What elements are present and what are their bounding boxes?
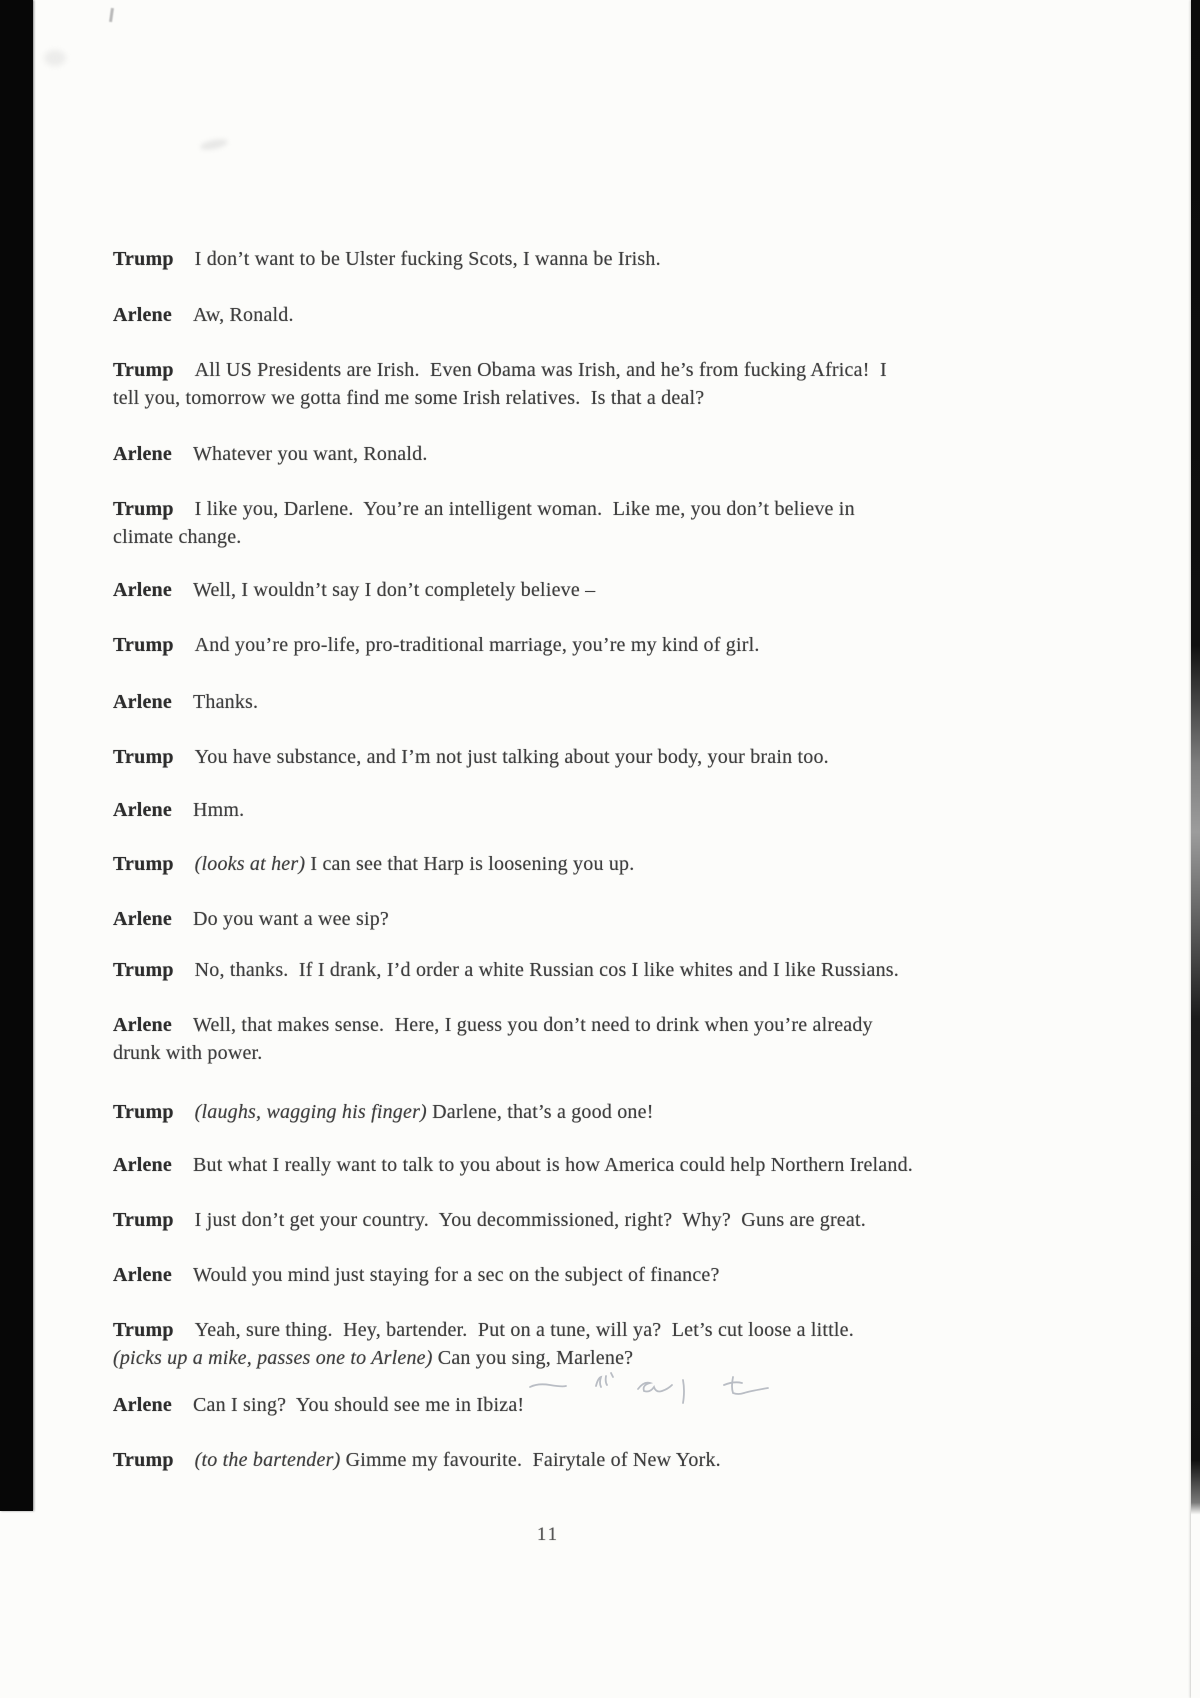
- dialogue-text: drunk with power.: [113, 1042, 263, 1064]
- speaker-name: Arlene: [113, 691, 172, 713]
- dialogue-text: And you’re pro-life, pro-traditional marriage, you’re my kind of girl.: [194, 634, 760, 656]
- speech: [113, 356, 1058, 412]
- speaker-name: Arlene: [113, 908, 172, 930]
- dialogue-text: Well, I wouldn’t say I don’t completely believe –: [192, 579, 596, 601]
- dialogue-text: I can see that Harp is loosening you up.: [305, 853, 635, 875]
- dialogue-text: Do you want a wee sip?: [192, 908, 389, 930]
- speaker-name: Trump: [113, 248, 174, 270]
- stage-direction: (laughs, wagging his finger): [194, 1101, 427, 1123]
- speech: [113, 631, 1058, 659]
- dialogue-text: Aw, Ronald.: [192, 304, 294, 326]
- stage-direction: (picks up a mike, passes one to Arlene): [113, 1347, 433, 1369]
- dialogue-text: I just don’t get your country. You decommissioned, right? Why? Guns are great.: [194, 1209, 866, 1231]
- speech: [113, 1011, 1058, 1067]
- dialogue-text: I don’t want to be Ulster fucking Scots, I wanna be Irish.: [194, 248, 661, 270]
- speaker-name: Trump: [113, 634, 174, 656]
- speech: [113, 245, 1058, 273]
- dialogue-text: All US Presidents are Irish. Even Obama was Irish, and he’s from fucking Africa! I: [194, 359, 887, 381]
- speech: [113, 1206, 1058, 1234]
- speech: [113, 1151, 1058, 1179]
- dialogue-text: climate change.: [113, 526, 242, 548]
- dialogue-text: tell you, tomorrow we gotta find me some Irish relatives. Is that a deal?: [113, 387, 705, 409]
- speech: [113, 576, 1058, 604]
- dialogue-text: No, thanks. If I drank, I’d order a white Russian cos I like whites and I like Russians.: [194, 959, 899, 981]
- speaker-name: Trump: [113, 1101, 174, 1123]
- page-number: 11: [536, 1524, 560, 1545]
- speech: [113, 688, 1058, 716]
- speaker-name: Trump: [113, 746, 174, 768]
- stage-direction: (looks at her): [194, 853, 306, 875]
- pencil-scribble: [520, 1372, 780, 1406]
- dialogue-text: You have substance, and I’m not just talking about your body, your brain too.: [194, 746, 829, 768]
- speaker-name: Arlene: [113, 304, 172, 326]
- speech: [113, 905, 1058, 933]
- speaker-name: Arlene: [113, 1154, 172, 1176]
- dialogue-text: Well, that makes sense. Here, I guess you don’t need to drink when you’re already: [192, 1014, 873, 1036]
- dialogue-text: Gimme my favourite. Fairytale of New York.: [340, 1449, 721, 1471]
- speaker-name: Arlene: [113, 443, 172, 465]
- speaker-name: Trump: [113, 1449, 174, 1471]
- dialogue-text: Would you mind just staying for a sec on the subject of finance?: [192, 1264, 720, 1286]
- speech: [113, 743, 1058, 771]
- speaker-name: Trump: [113, 853, 174, 875]
- speech: [113, 1316, 1058, 1372]
- dialogue-text: Yeah, sure thing. Hey, bartender. Put on a tune, will ya? Let’s cut loose a little.: [194, 1319, 854, 1341]
- speaker-name: Trump: [113, 1209, 174, 1231]
- dialogue-text: Whatever you want, Ronald.: [192, 443, 428, 465]
- dialogue-text: Hmm.: [192, 799, 245, 821]
- dialogue-text: Darlene, that’s a good one!: [426, 1101, 654, 1123]
- speech: [113, 301, 1058, 329]
- dialogue-text: Can I sing? You should see me in Ibiza!: [192, 1394, 525, 1416]
- speech: [113, 850, 1058, 878]
- speaker-name: Arlene: [113, 579, 172, 601]
- speaker-name: Trump: [113, 959, 174, 981]
- speech: [113, 1261, 1058, 1289]
- dialogue-text: But what I really want to talk to you about is how America could help Northern Ireland.: [192, 1154, 913, 1176]
- stage-direction: (to the bartender): [194, 1449, 341, 1471]
- speech: [113, 1098, 1058, 1126]
- speech: [113, 956, 1058, 984]
- speech: [113, 796, 1058, 824]
- dialogue-text: Can you sing, Marlene?: [432, 1347, 634, 1369]
- speaker-name: Trump: [113, 498, 174, 520]
- speaker-name: Arlene: [113, 1014, 172, 1036]
- speech: [113, 495, 1058, 551]
- speaker-name: Trump: [113, 1319, 174, 1341]
- dialogue-text: I like you, Darlene. You’re an intelligent woman. Like me, you don’t believe in: [194, 498, 855, 520]
- speaker-name: Arlene: [113, 799, 172, 821]
- dialogue-text: Thanks.: [192, 691, 259, 713]
- speaker-name: Trump: [113, 359, 174, 381]
- speaker-name: Arlene: [113, 1394, 172, 1416]
- speech: [113, 1446, 1058, 1474]
- speaker-name: Arlene: [113, 1264, 172, 1286]
- speech: [113, 440, 1058, 468]
